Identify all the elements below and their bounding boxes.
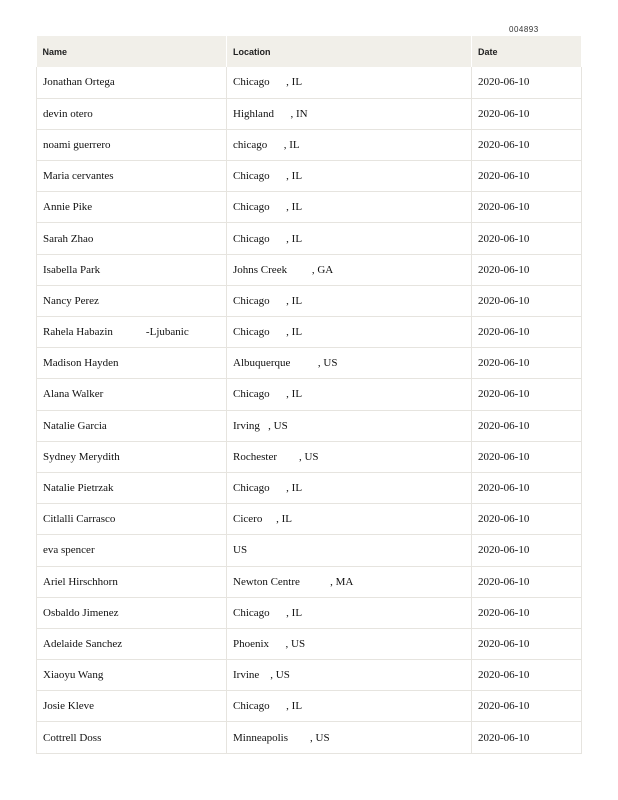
table-header-row (37, 36, 582, 67)
table-row (37, 285, 582, 316)
cell-date: 2020-06-10 (472, 628, 582, 659)
column-header-name: Name (37, 36, 227, 67)
cell-date: 2020-06-10 (472, 410, 582, 441)
cell-location: Chicago , IL (227, 379, 472, 410)
cell-name: Adelaide Sanchez (37, 628, 227, 659)
cell-date: 2020-06-10 (472, 348, 582, 379)
cell-location: Irving , US (227, 410, 472, 441)
cell-name: Nancy Perez (37, 285, 227, 316)
cell-date: 2020-06-10 (472, 317, 582, 348)
table-row (37, 410, 582, 441)
cell-name: Jonathan Ortega (37, 67, 227, 98)
cell-location: Chicago , IL (227, 472, 472, 503)
cell-date: 2020-06-10 (472, 660, 582, 691)
cell-date: 2020-06-10 (472, 161, 582, 192)
cell-date: 2020-06-10 (472, 566, 582, 597)
cell-location: US (227, 535, 472, 566)
cell-location: Chicago , IL (227, 161, 472, 192)
cell-name: Alana Walker (37, 379, 227, 410)
cell-location: Highland , IN (227, 98, 472, 129)
column-header-date: Date (472, 36, 582, 67)
table-row (37, 441, 582, 472)
cell-location: Newton Centre , MA (227, 566, 472, 597)
table-row (37, 597, 582, 628)
cell-location: Rochester , US (227, 441, 472, 472)
cell-date: 2020-06-10 (472, 223, 582, 254)
cell-name: Ariel Hirschhorn (37, 566, 227, 597)
cell-location: chicago , IL (227, 129, 472, 160)
cell-location: Cicero , IL (227, 504, 472, 535)
cell-location: Phoenix , US (227, 628, 472, 659)
cell-date: 2020-06-10 (472, 98, 582, 129)
cell-date: 2020-06-10 (472, 691, 582, 722)
cell-location: Chicago , IL (227, 691, 472, 722)
cell-name: Josie Kleve (37, 691, 227, 722)
cell-location: Chicago , IL (227, 317, 472, 348)
table-row (37, 566, 582, 597)
cell-date: 2020-06-10 (472, 722, 582, 753)
column-header-location: Location (227, 36, 472, 67)
table-row (37, 660, 582, 691)
cell-location: Chicago , IL (227, 67, 472, 98)
cell-name: Osbaldo Jimenez (37, 597, 227, 628)
table-row (37, 535, 582, 566)
cell-date: 2020-06-10 (472, 254, 582, 285)
cell-name: Maria cervantes (37, 161, 227, 192)
cell-name: Rahela Habazin -Ljubanic (37, 317, 227, 348)
cell-location: Irvine , US (227, 660, 472, 691)
cell-location: Chicago , IL (227, 597, 472, 628)
cell-name: Sarah Zhao (37, 223, 227, 254)
cell-name: Citlalli Carrasco (37, 504, 227, 535)
cell-name: Annie Pike (37, 192, 227, 223)
cell-location: Chicago , IL (227, 223, 472, 254)
cell-name: eva spencer (37, 535, 227, 566)
cell-date: 2020-06-10 (472, 472, 582, 503)
page-id: 004893 (509, 25, 539, 34)
cell-name: Cottrell Doss (37, 722, 227, 753)
cell-name: Xiaoyu Wang (37, 660, 227, 691)
cell-date: 2020-06-10 (472, 67, 582, 98)
table-row (37, 472, 582, 503)
table-row (37, 722, 582, 753)
table-row (37, 317, 582, 348)
table-row (37, 691, 582, 722)
table-row (37, 379, 582, 410)
cell-name: Isabella Park (37, 254, 227, 285)
table-row (37, 129, 582, 160)
cell-name: Natalie Pietrzak (37, 472, 227, 503)
cell-date: 2020-06-10 (472, 535, 582, 566)
cell-date: 2020-06-10 (472, 129, 582, 160)
cell-location: Chicago , IL (227, 192, 472, 223)
cell-date: 2020-06-10 (472, 379, 582, 410)
table-row (37, 348, 582, 379)
table-body (37, 67, 582, 753)
cell-location: Chicago , IL (227, 285, 472, 316)
cell-name: Madison Hayden (37, 348, 227, 379)
cell-location: Minneapolis , US (227, 722, 472, 753)
table-row (37, 192, 582, 223)
table-row (37, 504, 582, 535)
table-row (37, 628, 582, 659)
cell-name: noami guerrero (37, 129, 227, 160)
cell-date: 2020-06-10 (472, 441, 582, 472)
cell-location: Johns Creek , GA (227, 254, 472, 285)
table-row (37, 223, 582, 254)
table-row (37, 67, 582, 98)
table-row (37, 98, 582, 129)
table-row (37, 161, 582, 192)
cell-date: 2020-06-10 (472, 285, 582, 316)
cell-name: Natalie Garcia (37, 410, 227, 441)
table-row (37, 254, 582, 285)
cell-date: 2020-06-10 (472, 504, 582, 535)
cell-date: 2020-06-10 (472, 597, 582, 628)
cell-name: devin otero (37, 98, 227, 129)
cell-name: Sydney Merydith (37, 441, 227, 472)
cell-location: Albuquerque , US (227, 348, 472, 379)
records-table (36, 36, 582, 754)
cell-date: 2020-06-10 (472, 192, 582, 223)
